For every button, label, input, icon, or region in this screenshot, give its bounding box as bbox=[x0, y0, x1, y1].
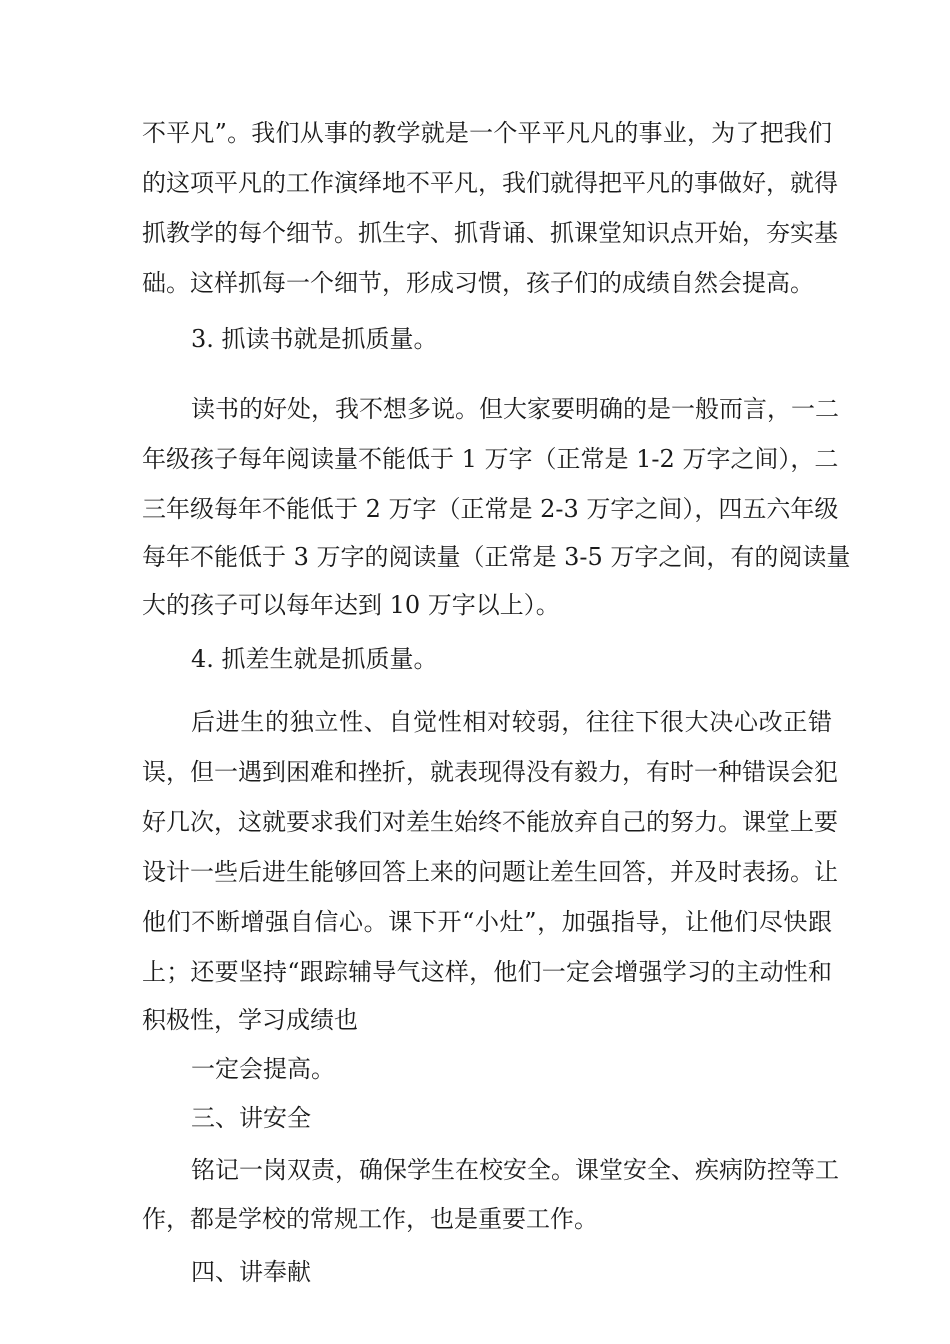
section-heading: 4. 抓差生就是抓质量。 bbox=[191, 645, 438, 673]
paragraph-line: 误，但一遇到困难和挫折，就表现得没有毅力，有时一种错误会犯 bbox=[142, 758, 838, 786]
paragraph-line: 大的孩子可以每年达到 10 万字以上）。 bbox=[142, 591, 560, 619]
section-heading: 四、讲奉献 bbox=[191, 1258, 311, 1286]
paragraph-line: 每年不能低于 3 万字的阅读量（正常是 3-5 万字之间，有的阅读量 bbox=[142, 543, 851, 571]
paragraph-line: 础。这样抓每一个细节，形成习惯，孩子们的成绩自然会提高。 bbox=[142, 269, 814, 297]
paragraph-line: 三年级每年不能低于 2 万字（正常是 2-3 万字之间），四五六年级 bbox=[142, 495, 839, 523]
paragraph-line: 抓教学的每个细节。抓生字、抓背诵、抓课堂知识点开始，夯实基 bbox=[142, 219, 838, 247]
section-heading: 3. 抓读书就是抓质量。 bbox=[191, 325, 438, 353]
paragraph-line: 不平凡”。我们从事的教学就是一个平平凡凡的事业，为了把我们 bbox=[142, 119, 832, 147]
paragraph-line: 好几次，这就要求我们对差生始终不能放弃自己的努力。课堂上要 bbox=[142, 808, 838, 836]
paragraph-line: 一定会提高。 bbox=[191, 1055, 335, 1083]
paragraph-line: 他们不断增强自信心。课下开“小灶”，加强指导，让他们尽快跟 bbox=[142, 908, 832, 936]
paragraph-line: 积极性，学习成绩也 bbox=[142, 1006, 358, 1034]
paragraph-line: 读书的好处，我不想多说。但大家要明确的是一般而言，一二 bbox=[191, 395, 839, 423]
paragraph-line: 年级孩子每年阅读量不能低于 1 万字（正常是 1-2 万字之间），二 bbox=[142, 445, 839, 473]
paragraph-line: 后进生的独立性、自觉性相对较弱，往往下很大决心改正错 bbox=[191, 708, 832, 736]
paragraph-line: 铭记一岗双责，确保学生在校安全。课堂安全、疾病防控等工 bbox=[191, 1156, 839, 1184]
paragraph-line: 设计一些后进生能够回答上来的问题让差生回答，并及时表扬。让 bbox=[142, 858, 838, 886]
section-heading: 三、讲安全 bbox=[191, 1104, 311, 1132]
paragraph-line: 作，都是学校的常规工作，也是重要工作。 bbox=[142, 1205, 598, 1233]
paragraph-line: 上；还要坚持“跟踪辅导气这样，他们一定会增强学习的主动性和 bbox=[142, 958, 832, 986]
paragraph-line: 的这项平凡的工作演绎地不平凡，我们就得把平凡的事做好，就得 bbox=[142, 169, 838, 197]
